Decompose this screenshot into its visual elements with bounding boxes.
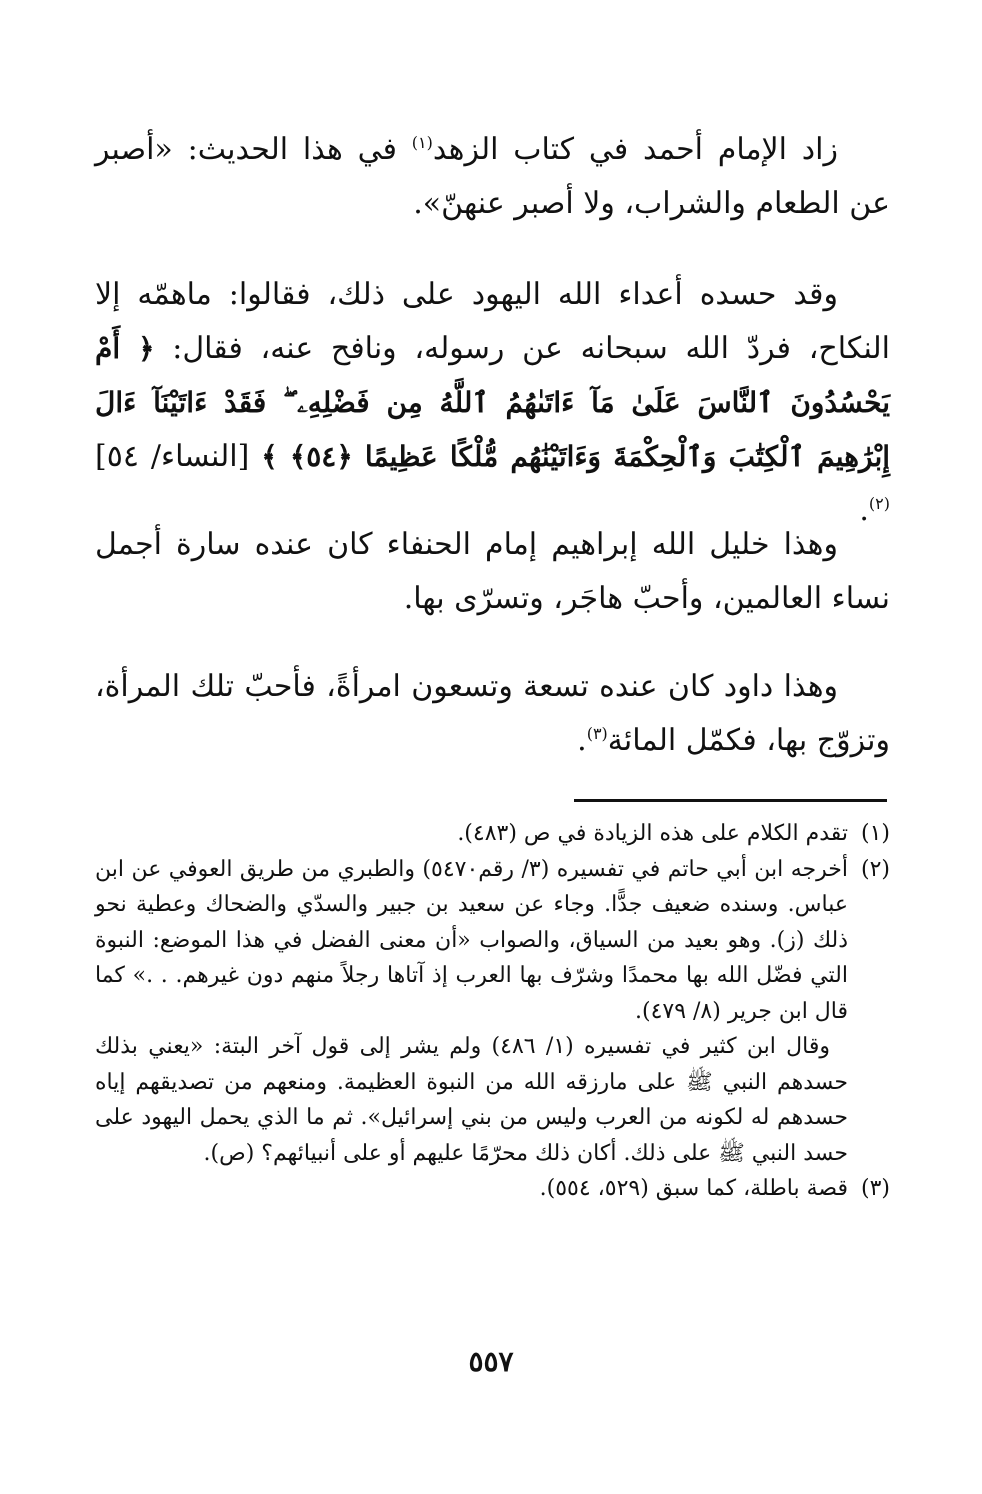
paragraph-3: وهذا خليل الله إبراهيم إمام الحنفاء كان عنده سارة أجمل نساء العالمين، وأحبّ هاجَر، وتسرّى بها.	[95, 527, 890, 616]
footnote-number: (١)	[860, 821, 890, 846]
paragraph-1-text: زاد الإمام أحمد في كتاب الزهد	[432, 132, 838, 167]
footnote-number: (٣)	[860, 1176, 890, 1201]
paragraph-1	[95, 123, 890, 231]
footnote-2-continuation: وقال ابن كثير في تفسيره (١/ ٤٨٦) ولم يشر إلى قول آخر البتة: «يعني بذلك حسدهم النبي ﷺ على مارزقه الله من النبوة العظيمة. ومنعهم من تصديقهم إياه حسدهم له لكونه من العرب وليس من بني إسرائيل». ثم ما الذي يحمل اليهود على حسد النبي ﷺ على ذلك. أكان ذلك محرّمًا عليهم أو على أنبيائهم؟ (ص).	[95, 1034, 848, 1166]
footnote-2	[95, 852, 890, 1030]
verse-citation: [النساء/ ٥٤]	[95, 439, 262, 474]
footnote-ref-2: (٢)	[868, 494, 890, 513]
paragraph-1-text-end: في هذا الحديث: «أصبر عن الطعام والشراب، ولا أصبر عنهنّ».	[95, 132, 890, 221]
footnote-separator	[574, 799, 887, 802]
footnote-text: قصة باطلة، كما سبق (٥٢٩، ٥٥٤).	[539, 1176, 848, 1201]
footnote-text: أخرجه ابن أبي حاتم في تفسيره (٣/ رقم٥٤٧٠) والطبري من طريق العوفي عن ابن عباس. وسنده ضعيف جدًّا. وجاء عن سعيد بن جبير والسدّي والضحاك وعطية نحو ذلك (ز). وهو بعيد من السياق، والصواب «أن معنى الفضل في هذا الموضع: النبوة التي فضّل الله بها محمدًا وشرّف بها العرب إذ آتاها رجلاً منهم دون غيرهم. . .» كما قال ابن جرير (٨/ ٤٧٩).	[95, 856, 848, 1024]
page-number: ٥٥٧	[468, 1345, 514, 1378]
paragraph-2-text-end: .	[859, 493, 869, 528]
footnote-number: (٢)	[860, 856, 890, 882]
footnote-1	[95, 816, 890, 852]
paragraph-2	[95, 268, 890, 538]
footnotes	[95, 816, 890, 1207]
footnote-ref-3: (٣)	[586, 724, 608, 743]
quran-verse: ﴿ أَمْ يَحْسُدُونَ ٱلنَّاسَ عَلَىٰ مَآ ءَاتَىٰهُمُ ٱللَّهُ مِن فَضْلِهِۦ ۖ فَقَدْ ءَاتَيْنَآ ءَالَ إِبْرَٰهِيمَ ٱلْكِتَٰبَ وَٱلْحِكْمَةَ وَءَاتَيْنَٰهُم مُّلْكًا عَظِيمًا ﴿٥٤﴾ ﴾	[95, 332, 891, 473]
paragraph-4-text-end: .	[577, 723, 587, 758]
paragraph-2-text: وقد حسده أعداء الله اليهود على ذلك، فقالوا: ماهمّه إلا النكاح، فردّ الله سبحانه عن رسوله، ونافح عنه، فقال:	[95, 277, 890, 366]
footnote-ref-1: (١)	[411, 133, 433, 152]
footnote-3	[95, 1171, 890, 1207]
footnote-text: تقدم الكلام على هذه الزيادة في ص (٤٨٣).	[457, 821, 848, 846]
paragraph-4-text: وهذا داود كان عنده تسعة وتسعون امرأةً، فأحبّ تلك المرأة، وتزوّج بها، فكمّل المائة	[95, 669, 890, 758]
paragraph-4	[95, 660, 890, 768]
